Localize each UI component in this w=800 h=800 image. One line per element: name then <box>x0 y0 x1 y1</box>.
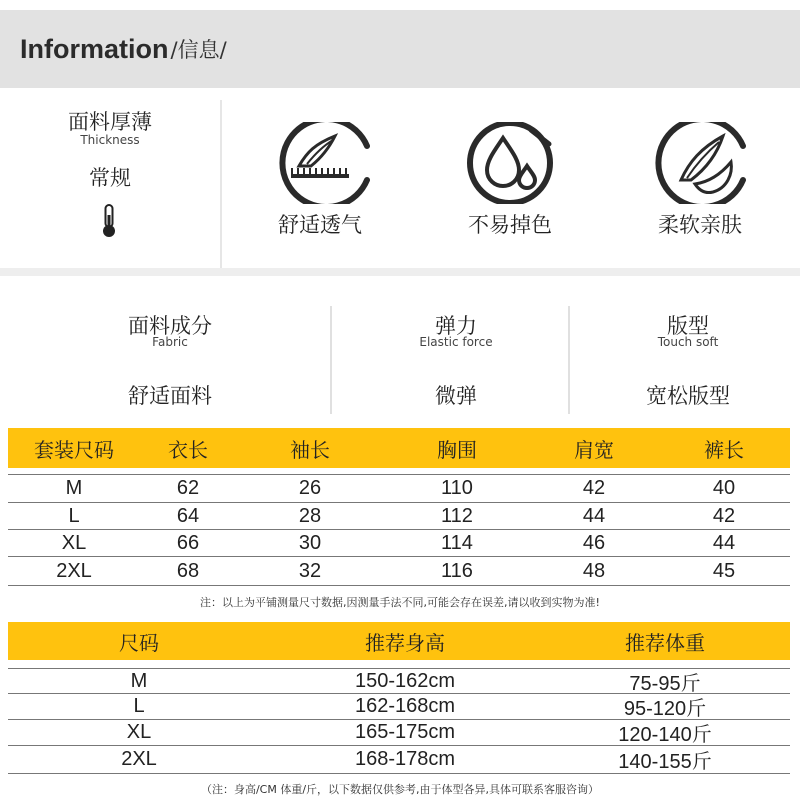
size-cell: L <box>68 504 80 527</box>
recommend-cell: 165-175cm <box>354 721 456 743</box>
table-row <box>8 530 790 557</box>
feature-breathable-label: 舒适透气 <box>278 213 362 237</box>
size-header-cell: 裤长 <box>704 437 744 462</box>
recommend-table-note: （注：身高/CM 体重/斤，以下数据仅供参考,由于体型各异,具体可联系客服咨询） <box>200 783 600 796</box>
size-cell: 45 <box>712 559 736 582</box>
size-cell: XL <box>61 531 87 554</box>
size-cell: 44 <box>712 531 736 554</box>
table-row <box>8 557 790 586</box>
recommend-cell: 150-162cm <box>354 669 456 692</box>
table-row <box>8 668 790 694</box>
size-cell: 46 <box>582 531 606 554</box>
info-fit-label-cn: 版型 <box>667 314 709 338</box>
feature-soft <box>630 122 770 242</box>
recommend-cell: 140-155斤 <box>618 751 712 773</box>
breathable-icon <box>255 122 385 204</box>
info-elastic <box>346 300 566 420</box>
size-header-cell: 袖长 <box>290 437 330 462</box>
size-cell: 42 <box>712 504 736 527</box>
size-cell: 62 <box>176 477 200 499</box>
thickness-label-en: Thickness <box>80 133 140 147</box>
size-cell: 48 <box>582 559 606 582</box>
info-divider-1 <box>330 306 332 414</box>
size-cell: 116 <box>441 559 473 582</box>
size-header-cell: 衣长 <box>168 437 208 462</box>
recommend-cell: 75-95斤 <box>629 672 701 695</box>
size-table <box>8 428 790 586</box>
size-cell: M <box>65 477 83 499</box>
size-cell: 30 <box>298 531 322 554</box>
recommend-cell: 120-140斤 <box>618 724 712 746</box>
recommend-cell: 162-168cm <box>354 695 456 717</box>
size-header-cell: 胸围 <box>437 437 477 462</box>
size-cell: 40 <box>712 477 736 499</box>
thickness-value: 常规 <box>89 166 131 190</box>
info-fabric <box>40 300 300 420</box>
info-elastic-label-en: Elastic force <box>419 335 493 349</box>
info-fit-value: 宽松版型 <box>646 384 730 408</box>
feature-breathable <box>250 122 390 242</box>
feature-soft-label: 柔软亲肤 <box>658 213 742 237</box>
info-fabric-label-cn: 面料成分 <box>128 314 212 338</box>
recommend-header-cell: 推荐体重 <box>625 630 705 655</box>
size-cell: 68 <box>176 559 200 582</box>
thickness-panel <box>0 100 222 268</box>
soft-feather-icon <box>635 122 765 204</box>
size-cell: 28 <box>298 504 322 527</box>
feature-colorfast <box>440 122 580 242</box>
recommend-cell: 95-120斤 <box>623 698 707 720</box>
size-cell: 32 <box>298 559 322 582</box>
recommend-header-cell: 推荐身高 <box>365 630 445 655</box>
info-fabric-label-en: Fabric <box>152 335 188 349</box>
recommend-cell: M <box>130 669 148 692</box>
feature-colorfast-label: 不易掉色 <box>468 213 552 237</box>
size-cell: 26 <box>298 477 322 499</box>
info-divider-2 <box>568 306 570 414</box>
info-fit-label-en: Touch soft <box>657 335 719 349</box>
size-cell: 44 <box>582 504 606 527</box>
recommend-cell: 168-178cm <box>354 748 456 770</box>
size-cell: 114 <box>441 531 473 554</box>
size-header-cell: 套装尺码 <box>34 437 114 462</box>
recommend-table-header <box>8 622 790 660</box>
recommend-cell: XL <box>126 721 152 743</box>
recommend-header-cell: 尺码 <box>119 630 159 655</box>
size-header-cell: 肩宽 <box>574 437 614 462</box>
size-cell: 110 <box>441 477 473 499</box>
table-row <box>8 746 790 774</box>
header-title-cn: /信息/ <box>170 38 227 62</box>
section-header <box>0 10 800 88</box>
colorfast-drops-icon <box>445 122 575 204</box>
table-row <box>8 720 790 746</box>
size-table-header <box>8 428 790 468</box>
size-cell: 112 <box>441 504 473 527</box>
table-row <box>8 503 790 530</box>
table-row <box>8 694 790 720</box>
info-fabric-value: 舒适面料 <box>128 384 212 408</box>
section-divider <box>0 268 800 276</box>
thickness-label-cn: 面料厚薄 <box>68 110 152 134</box>
size-table-note: 注：以上为平铺测量尺寸数据,因测量手法不同,可能会存在误差,请以收到实物为准! <box>200 596 600 609</box>
size-cell: 64 <box>176 504 200 527</box>
thermometer-icon <box>98 203 120 239</box>
size-cell: 66 <box>176 531 200 554</box>
recommend-cell: 2XL <box>121 748 157 770</box>
recommend-cell: L <box>133 695 145 717</box>
info-elastic-value: 微弹 <box>435 384 477 408</box>
info-fit <box>578 300 798 420</box>
size-cell: 42 <box>582 477 606 499</box>
info-elastic-label-cn: 弹力 <box>435 314 477 338</box>
size-cell: 2XL <box>56 559 92 582</box>
header-title-en: Information <box>20 33 169 64</box>
table-row <box>8 474 790 503</box>
recommend-table <box>8 622 790 774</box>
